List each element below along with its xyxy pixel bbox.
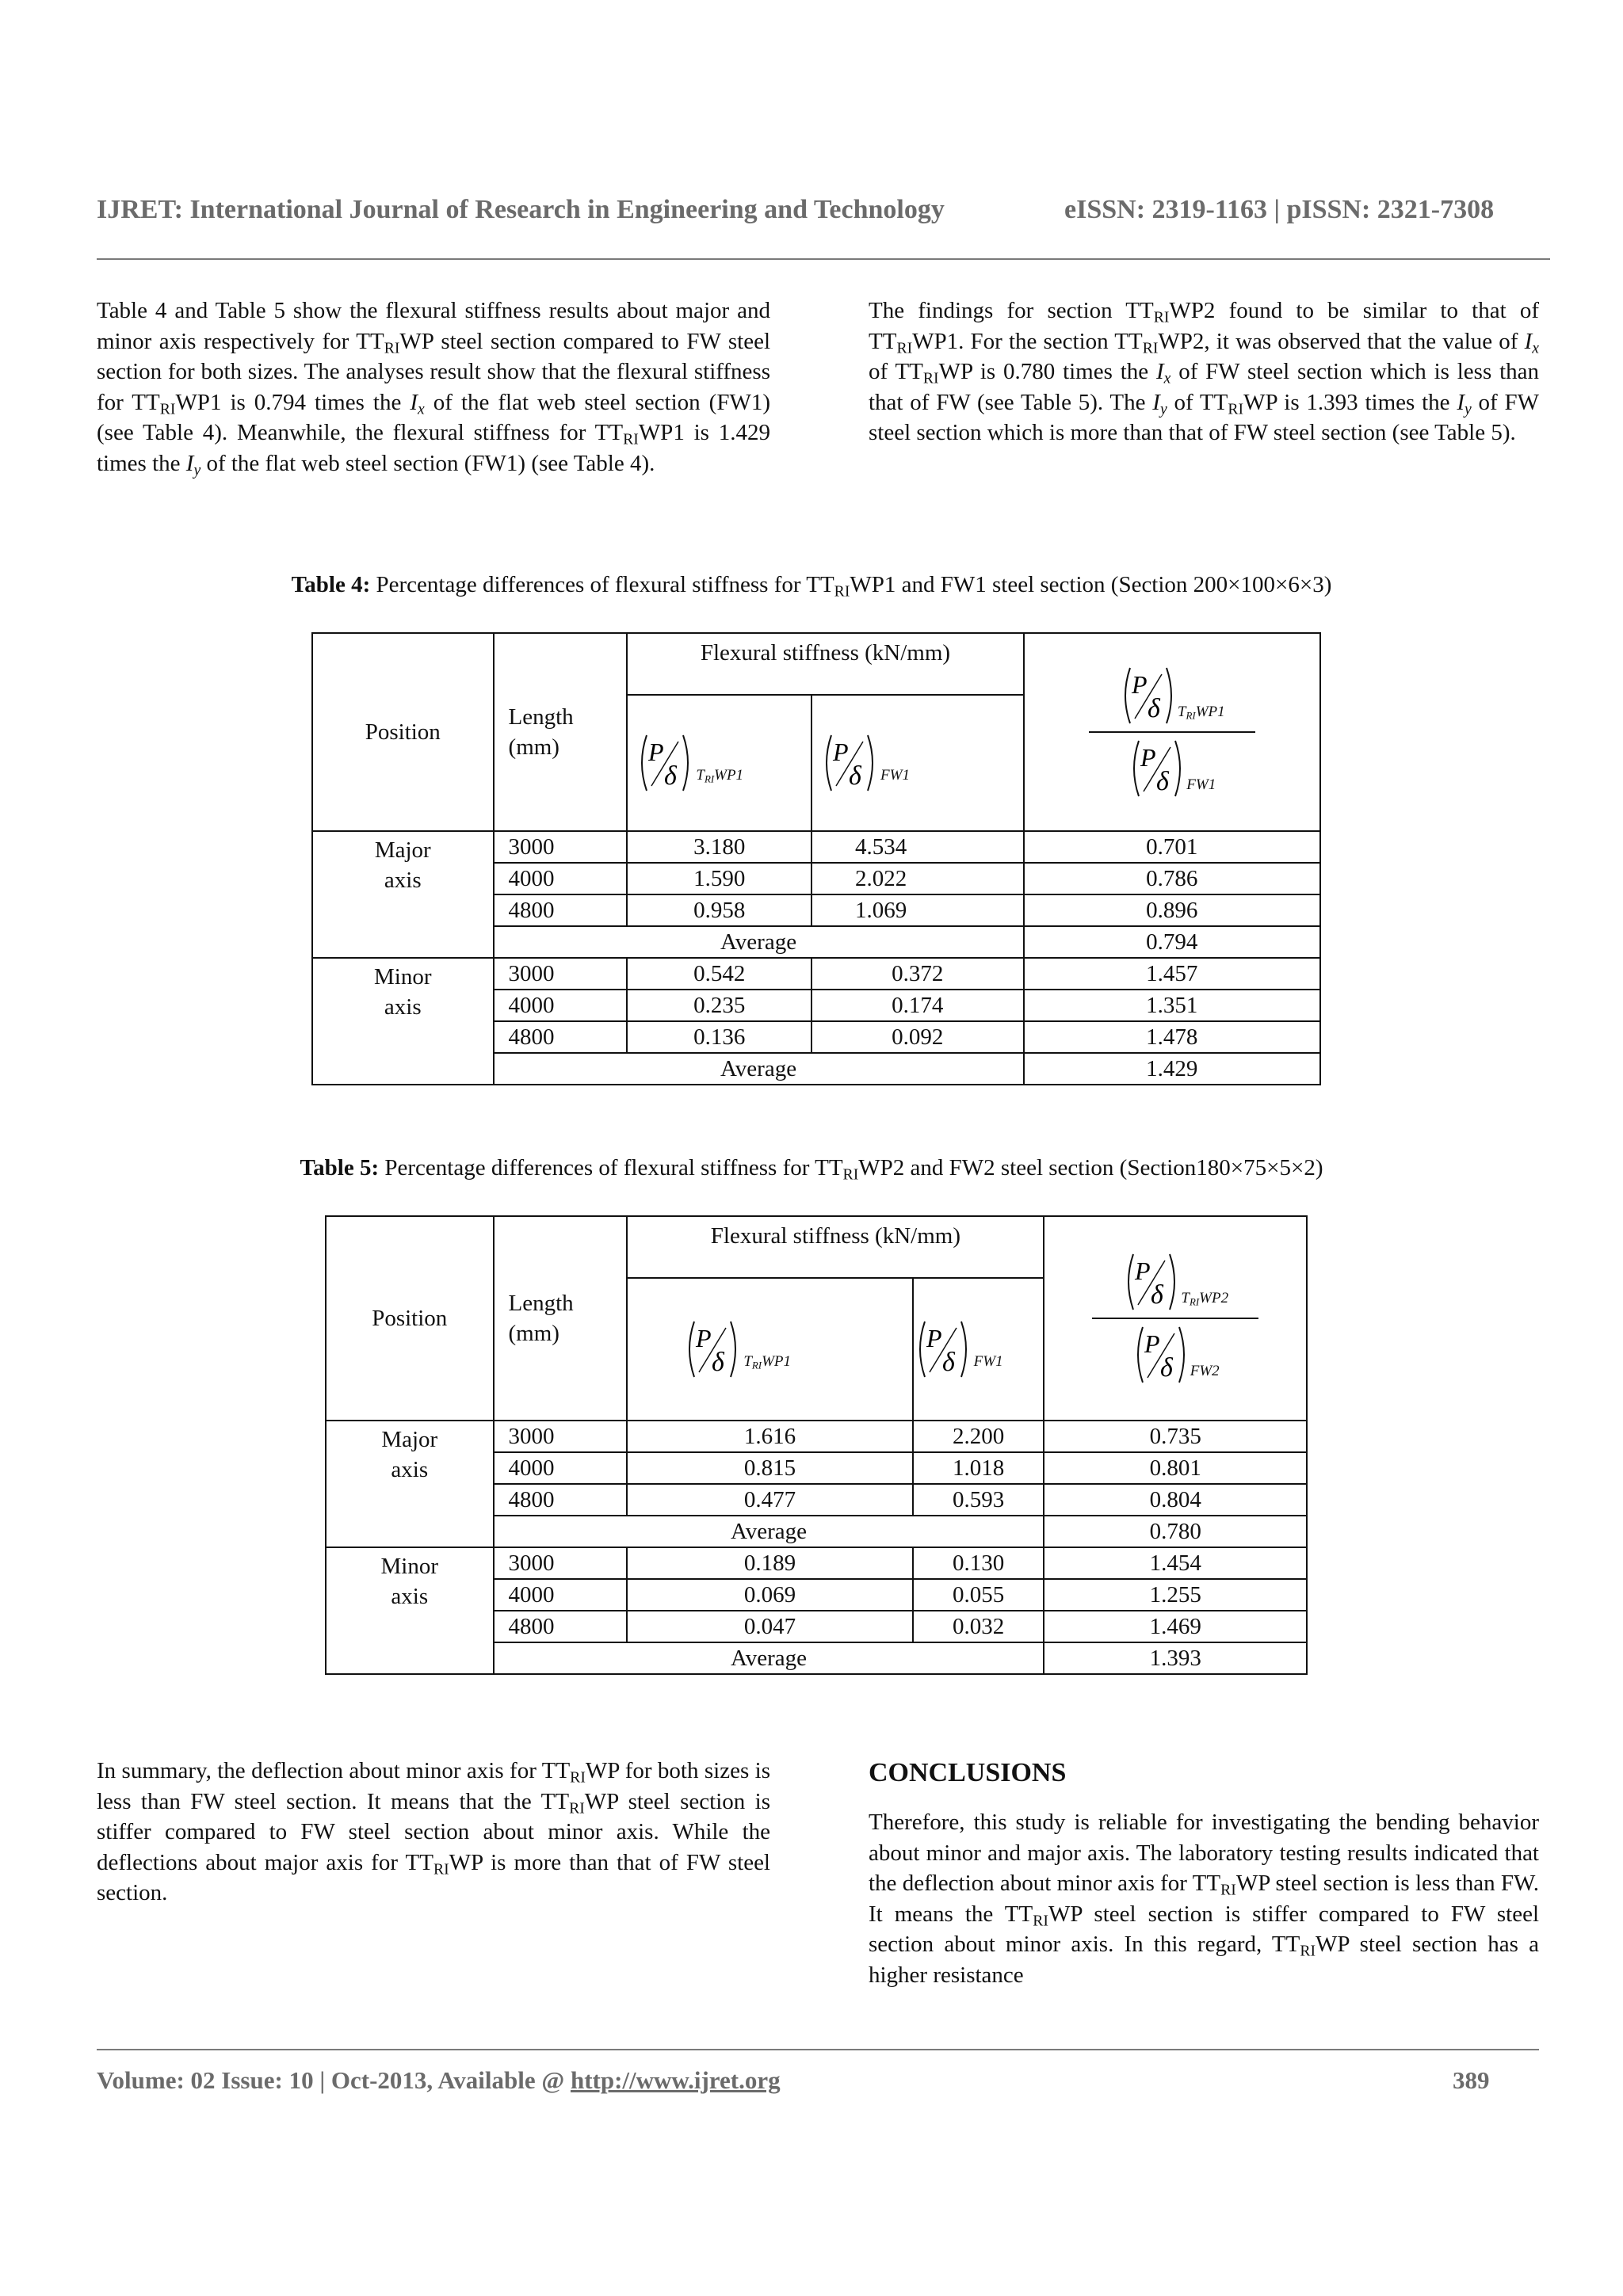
group-label-text: Major axis xyxy=(381,1427,438,1482)
tri-stiffness-cell: 1.590 xyxy=(627,863,812,894)
sym-iy: I xyxy=(1152,389,1160,415)
svg-text:P: P xyxy=(1140,743,1156,772)
table4-header-fw xyxy=(812,695,1024,831)
sym-t: T xyxy=(555,1788,570,1814)
p-over-delta-icon xyxy=(683,1318,742,1380)
sub-ri: RI xyxy=(1189,1295,1200,1308)
table4-body xyxy=(312,831,1320,1085)
tri-stiffness-cell: 1.616 xyxy=(627,1421,912,1452)
average-label: Average xyxy=(494,926,1024,958)
sym-ix: I xyxy=(1524,328,1533,354)
footer-link[interactable]: http://www.ijret.org xyxy=(570,2066,781,2094)
sym-ri: RI xyxy=(1300,1942,1316,1960)
svg-text:P: P xyxy=(926,1324,942,1352)
table5-caption-a: Percentage differences of flexural stiffness for T xyxy=(379,1155,829,1180)
length-cell: 4800 xyxy=(494,1021,628,1053)
average-value: 1.429 xyxy=(1024,1053,1320,1085)
length-cell: 3000 xyxy=(494,1421,628,1452)
sym-ix-sub: x xyxy=(1532,339,1539,357)
p2-text-a: The findings for section T xyxy=(869,298,1140,323)
p-over-delta-icon xyxy=(1122,1251,1181,1313)
sub-fw1: FW1 xyxy=(1186,776,1216,793)
sym-iy-sub: y xyxy=(193,461,201,479)
sym-t: T xyxy=(1206,1871,1221,1896)
table5-header-length-text: Length (mm) xyxy=(508,1291,574,1346)
conclusions-text-d: WP steel section has a higher resistance xyxy=(869,1932,1539,1988)
ratio-cell: 0.701 xyxy=(1024,831,1320,863)
paragraph-conclusions xyxy=(869,1807,1539,1990)
table4-header-length xyxy=(494,633,628,831)
p-over-delta-icon xyxy=(1128,738,1186,799)
group-label-text: Major axis xyxy=(374,837,431,893)
ratio-cell: 0.804 xyxy=(1044,1484,1307,1516)
sym-t: T xyxy=(828,1155,843,1180)
ratio-cell: 1.457 xyxy=(1024,958,1320,990)
table-row xyxy=(326,1547,1307,1579)
conclusions-text-c: WP steel section is stiffer compared to FW steel section about minor axis. In this regard, T xyxy=(869,1901,1540,1957)
sym-ri: RI xyxy=(1142,339,1159,357)
p1-text-e: WP1 is 1.429 times the xyxy=(97,420,770,476)
p1-text-d: of the flat web steel section (FW1) (see Table 4). Meanwhile, the flexural stiffness for T xyxy=(97,389,770,445)
tri-stiffness-cell: 0.958 xyxy=(627,894,812,926)
sym-ri: RI xyxy=(1228,400,1244,418)
sub-wp1: WP1 xyxy=(762,1352,792,1370)
sym-ix-sub: x xyxy=(1163,369,1171,387)
p2-text-b: WP2 found to be similar to that of T xyxy=(869,298,1539,354)
footer-volume xyxy=(97,2066,781,2095)
fw-stiffness-cell: 4.534 xyxy=(812,831,1024,863)
ratio-cell: 1.478 xyxy=(1024,1021,1320,1053)
sym-ri: RI xyxy=(1153,308,1170,326)
sub-ri: RI xyxy=(751,1359,762,1371)
svg-text:δ: δ xyxy=(664,761,678,791)
table4-header-length-text: Length (mm) xyxy=(508,704,574,760)
average-value: 0.780 xyxy=(1044,1516,1307,1547)
sub-wp1: WP1 xyxy=(714,766,744,784)
average-label: Average xyxy=(494,1516,1044,1547)
summary-text-d: WP is more than that of FW steel section. xyxy=(97,1849,770,1905)
length-cell: 4000 xyxy=(494,990,628,1021)
svg-text:P: P xyxy=(1131,670,1148,699)
svg-text:δ: δ xyxy=(712,1348,725,1377)
sym-ri: RI xyxy=(1033,1912,1048,1930)
table5 xyxy=(325,1215,1308,1675)
table5-caption xyxy=(0,1155,1623,1184)
table4-caption xyxy=(0,572,1623,601)
sym-iy: I xyxy=(1457,389,1465,415)
tri-stiffness-cell: 0.189 xyxy=(627,1547,912,1579)
table5-header-length xyxy=(494,1216,628,1421)
sub-t: T xyxy=(1177,703,1186,720)
ratio-cell: 0.896 xyxy=(1024,894,1320,926)
fw-stiffness-cell: 0.372 xyxy=(812,958,1024,990)
fw-stiffness-cell: 1.069 xyxy=(812,894,1024,926)
table4-header-position: Position xyxy=(312,633,494,831)
table5-body xyxy=(326,1421,1307,1674)
table4-caption-a: Percentage differences of flexural stiffness for T xyxy=(370,572,820,597)
p1-text-c: WP1 is 0.794 times the xyxy=(175,389,411,415)
table-row xyxy=(312,831,1320,863)
sym-t: T xyxy=(1140,298,1154,323)
sym-t: T xyxy=(1018,1901,1033,1927)
conclusions-heading: CONCLUSIONS xyxy=(869,1758,1067,1787)
sub-t: T xyxy=(1181,1289,1190,1306)
paragraph-section-findings xyxy=(869,296,1539,448)
p2-text-d: WP2, it was observed that the value of xyxy=(1158,328,1525,354)
footer-rule xyxy=(97,2049,1539,2050)
sym-ix: I xyxy=(1155,359,1164,384)
svg-text:δ: δ xyxy=(1156,767,1170,796)
sym-ri: RI xyxy=(842,1165,859,1184)
sym-ri: RI xyxy=(1220,1881,1236,1899)
p-over-delta-icon xyxy=(1132,1324,1190,1386)
table5-header-ratio xyxy=(1044,1216,1307,1421)
sub-ri: RI xyxy=(704,772,715,785)
sym-t: T xyxy=(556,1758,571,1783)
p-over-delta-icon xyxy=(636,732,694,794)
sub-fw1: FW1 xyxy=(973,1352,1003,1370)
sym-ix-sub: x xyxy=(418,400,425,418)
svg-text:P: P xyxy=(648,738,664,766)
sym-ri: RI xyxy=(922,369,939,387)
average-label: Average xyxy=(494,1642,1044,1674)
p2-text-j: of FW steel section which is more than that of FW steel section (see Table 5). xyxy=(869,389,1539,445)
p2-text-e: of T xyxy=(869,359,910,384)
table4-header-ratio xyxy=(1024,633,1320,831)
tri-stiffness-cell: 0.136 xyxy=(627,1021,812,1053)
sym-t: T xyxy=(882,328,897,354)
length-cell: 4800 xyxy=(494,1611,628,1642)
fw-stiffness-cell: 1.018 xyxy=(913,1452,1044,1484)
svg-text:δ: δ xyxy=(849,761,861,791)
table4-caption-label: Table 4: xyxy=(291,572,371,597)
p2-text-h: of T xyxy=(1167,389,1214,415)
table4 xyxy=(311,632,1321,1085)
sym-t: T xyxy=(419,1849,433,1875)
average-value: 1.393 xyxy=(1044,1642,1307,1674)
length-cell: 4000 xyxy=(494,1579,628,1611)
footer-volume-text: Volume: 02 Issue: 10 | Oct-2013, Available @ xyxy=(97,2066,571,2094)
svg-text:δ: δ xyxy=(1147,694,1160,723)
sym-t: T xyxy=(1285,1932,1300,1957)
length-cell: 4800 xyxy=(494,894,628,926)
sub-fw2: FW2 xyxy=(1190,1362,1220,1379)
fw-stiffness-cell: 0.055 xyxy=(913,1579,1044,1611)
p2-text-f: WP is 0.780 times the xyxy=(938,359,1156,384)
sym-t: T xyxy=(1213,389,1228,415)
sym-t: T xyxy=(819,572,834,597)
sub-ri: RI xyxy=(1186,709,1196,722)
length-cell: 3000 xyxy=(494,958,628,990)
table5-header-tri xyxy=(627,1278,912,1421)
paragraph-summary xyxy=(97,1756,770,1909)
sym-ri: RI xyxy=(623,430,639,448)
sym-t: T xyxy=(909,359,923,384)
ratio-cell: 1.255 xyxy=(1044,1579,1307,1611)
fraction-bar xyxy=(1089,731,1255,733)
group-label-text: Minor axis xyxy=(374,964,432,1020)
tri-stiffness-cell: 0.815 xyxy=(627,1452,912,1484)
sym-t: T xyxy=(1128,328,1143,354)
summary-text-a: In summary, the deflection about minor axis for T xyxy=(97,1758,556,1783)
table-row xyxy=(326,1421,1307,1452)
tri-stiffness-cell: 0.477 xyxy=(627,1484,912,1516)
table4-header-tri xyxy=(627,695,812,831)
table5-caption-label: Table 5: xyxy=(300,1155,380,1180)
ratio-cell: 1.454 xyxy=(1044,1547,1307,1579)
length-cell: 3000 xyxy=(494,1547,628,1579)
p2-text-g: of FW steel section which is less than that of FW (see Table 5). The xyxy=(869,359,1539,415)
table5-header-position: Position xyxy=(326,1216,494,1421)
sub-t: T xyxy=(696,766,705,784)
average-value: 0.794 xyxy=(1024,926,1320,958)
table5-header-flexural: Flexural stiffness (kN/mm) xyxy=(627,1216,1044,1278)
svg-text:δ: δ xyxy=(1159,1353,1173,1383)
conclusions-text-b: WP steel section is less than FW. It means the T xyxy=(869,1871,1539,1927)
journal-title: IJRET: International Journal of Research in Engineering and Technology xyxy=(97,195,945,224)
sym-t: T xyxy=(609,420,624,445)
svg-text:P: P xyxy=(1144,1329,1160,1358)
tri-stiffness-cell: 0.069 xyxy=(627,1579,912,1611)
sym-ri: RI xyxy=(570,1768,586,1787)
ratio-cell: 1.469 xyxy=(1044,1611,1307,1642)
ratio-cell: 0.801 xyxy=(1044,1452,1307,1484)
length-cell: 4800 xyxy=(494,1484,628,1516)
sym-ix: I xyxy=(410,389,418,415)
ratio-cell: 0.735 xyxy=(1044,1421,1307,1452)
length-cell: 3000 xyxy=(494,831,628,863)
tri-stiffness-cell: 0.047 xyxy=(627,1611,912,1642)
svg-text:P: P xyxy=(1135,1257,1151,1285)
p2-text-c: WP1. For the section T xyxy=(912,328,1128,354)
footer-page-number: 389 xyxy=(1453,2066,1490,2094)
table-group-label xyxy=(326,1547,494,1674)
sym-iy: I xyxy=(185,450,194,476)
issn-text: eISSN: 2319-1163 | pISSN: 2321-7308 xyxy=(1064,195,1495,224)
table-group-label xyxy=(326,1421,494,1547)
sym-iy-sub: y xyxy=(1464,400,1472,418)
sub-t: T xyxy=(743,1352,752,1370)
sub-wp1: WP1 xyxy=(1195,703,1225,720)
sym-ri: RI xyxy=(384,339,400,357)
table-group-label xyxy=(312,831,494,958)
paragraph-flexural-intro xyxy=(97,296,770,479)
sym-ri: RI xyxy=(896,339,913,357)
table5-caption-b: WP2 and FW2 steel section (Section180×75×5×2) xyxy=(858,1155,1323,1180)
sym-ri: RI xyxy=(159,400,176,418)
svg-text:δ: δ xyxy=(941,1348,955,1377)
sym-t: T xyxy=(370,328,384,354)
p-over-delta-icon xyxy=(1119,665,1178,727)
sym-ri: RI xyxy=(433,1860,449,1878)
table4-caption-b: WP1 and FW1 steel section (Section 200×100×6×3) xyxy=(850,572,1332,597)
length-cell: 4000 xyxy=(494,1452,628,1484)
average-label: Average xyxy=(494,1053,1024,1085)
p-over-delta-icon xyxy=(820,732,879,794)
fw-stiffness-cell: 0.092 xyxy=(812,1021,1024,1053)
conclusions-text-a: Therefore, this study is reliable for investigating the bending behavior about minor and major axis. The laboratory testing results indicated that the deflection about minor axis for T xyxy=(869,1810,1539,1896)
p-over-delta-icon xyxy=(914,1318,972,1380)
tri-stiffness-cell: 3.180 xyxy=(627,831,812,863)
sym-t: T xyxy=(146,389,160,415)
fw-stiffness-cell: 2.200 xyxy=(913,1421,1044,1452)
fw-stiffness-cell: 0.130 xyxy=(913,1547,1044,1579)
table4-header-flexural: Flexural stiffness (kN/mm) xyxy=(627,633,1023,695)
table-group-label xyxy=(312,958,494,1085)
ratio-cell: 1.351 xyxy=(1024,990,1320,1021)
fw-stiffness-cell: 0.174 xyxy=(812,990,1024,1021)
sub-fw1: FW1 xyxy=(880,766,910,784)
tri-stiffness-cell: 0.542 xyxy=(627,958,812,990)
table-row xyxy=(312,958,1320,990)
p1-text-b: WP steel section compared to FW steel section for both sizes. The analyses result show that the flexural stiffness for T xyxy=(97,328,770,415)
svg-text:P: P xyxy=(696,1324,712,1352)
group-label-text: Minor axis xyxy=(380,1554,438,1609)
sym-ri: RI xyxy=(569,1799,585,1817)
svg-text:δ: δ xyxy=(1151,1280,1164,1310)
ratio-cell: 0.786 xyxy=(1024,863,1320,894)
fw-stiffness-cell: 0.593 xyxy=(913,1484,1044,1516)
tri-stiffness-cell: 0.235 xyxy=(627,990,812,1021)
fw-stiffness-cell: 0.032 xyxy=(913,1611,1044,1642)
sym-ri: RI xyxy=(834,582,850,601)
fw-stiffness-cell: 2.022 xyxy=(812,863,1024,894)
length-cell: 4000 xyxy=(494,863,628,894)
sym-iy-sub: y xyxy=(1159,400,1167,418)
p1-text-a: Table 4 and Table 5 show the flexural stiffness results about major and minor axis respectively for T xyxy=(97,298,770,354)
sub-wp2: WP2 xyxy=(1199,1289,1229,1306)
table5-header-fw xyxy=(913,1278,1044,1421)
header-rule xyxy=(97,258,1550,260)
fraction-bar xyxy=(1092,1318,1258,1319)
p2-text-i: WP is 1.393 times the xyxy=(1243,389,1457,415)
summary-text-c: WP steel section is stiffer compared to FW steel section about minor axis. While the deflections about major axis for T xyxy=(97,1788,770,1875)
summary-text-b: WP for both sizes is less than FW steel section. It means that the T xyxy=(97,1758,770,1814)
p1-text-f: of the flat web steel section (FW1) (see Table 4). xyxy=(200,450,655,476)
svg-text:P: P xyxy=(833,738,849,766)
